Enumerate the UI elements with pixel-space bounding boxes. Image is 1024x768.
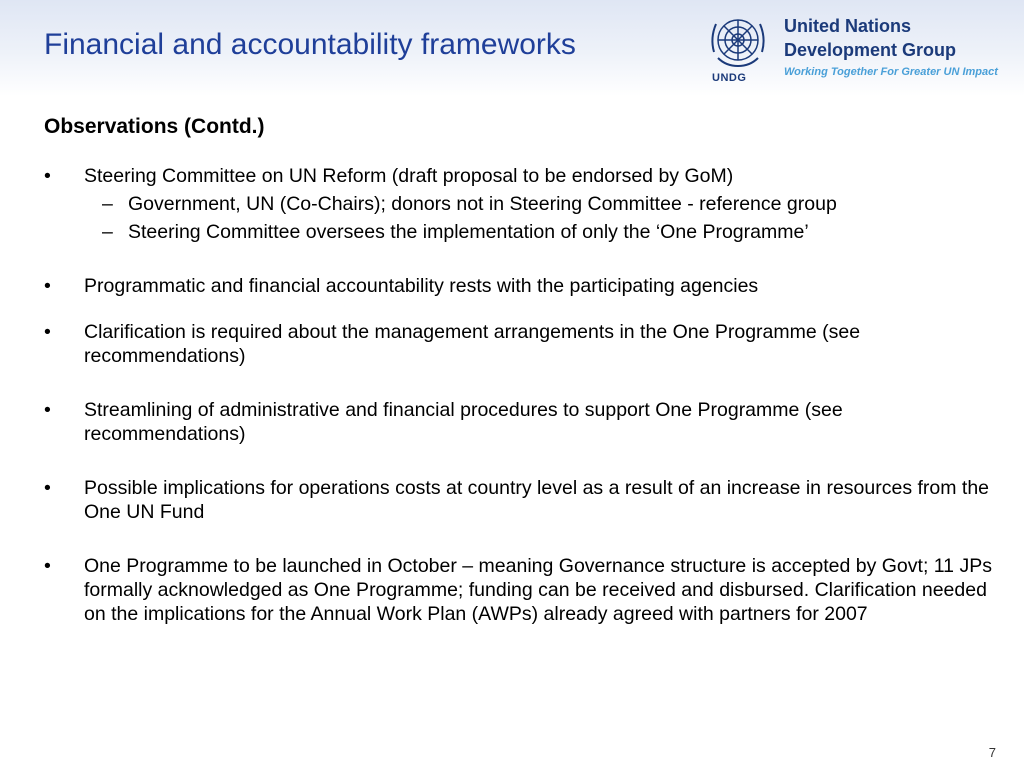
org-name-line2: Development Group	[784, 40, 957, 60]
bullet-text: Streamlining of administrative and financial procedures to support One Programme (see recommendations)	[84, 399, 843, 445]
bullet-item	[44, 476, 1004, 524]
sub-bullet-item	[44, 192, 1004, 216]
bullet-dot: •	[44, 399, 51, 421]
bullet-text: Possible implications for operations costs at country level as a result of an increase in resources from the One UN Fund	[84, 477, 990, 523]
sub-bullet-item	[44, 220, 1004, 244]
bullet-item	[44, 274, 1004, 298]
sub-bullet-dash: –	[102, 221, 113, 243]
bullet-dot: •	[44, 555, 51, 577]
sub-bullet-dash: –	[102, 193, 113, 215]
bullet-dot: •	[44, 477, 51, 499]
bullet-list	[44, 164, 1004, 626]
bullet-text: Clarification is required about the management arrangements in the One Programme (see recommendations)	[84, 321, 861, 367]
un-emblem-icon	[704, 8, 772, 76]
undg-logo	[704, 8, 1020, 92]
page-number: 7	[988, 745, 996, 760]
org-name-line1: United Nations	[784, 16, 912, 36]
bullet-item	[44, 320, 1004, 368]
sub-bullet-text: Government, UN (Co-Chairs); donors not in Steering Committee - reference group	[128, 193, 837, 215]
bullet-item	[44, 398, 1004, 446]
bullet-dot: •	[44, 321, 51, 343]
emblem-caption: UNDG	[712, 72, 747, 84]
bullet-item	[44, 164, 1004, 188]
bullet-text: Programmatic and financial accountability rests with the participating agencies	[84, 275, 759, 297]
section-subtitle: Observations (Contd.)	[44, 115, 265, 138]
bullet-dot: •	[44, 275, 51, 297]
sub-bullet-text: Steering Committee oversees the implementation of only the ‘One Programme’	[128, 221, 809, 243]
bullet-text: One Programme to be launched in October – meaning Governance structure is accepted by Govt; 11 JPs formally acknowledged as One Programme; funding can be received and disbursed. Clarification needed on the implications for the Annual Work Plan (AWPs) already agreed with partners for 2007	[84, 555, 992, 625]
bullet-dot: •	[44, 165, 51, 187]
bullet-item	[44, 554, 1004, 626]
org-tagline: Working Together For Greater UN Impact	[784, 66, 998, 78]
slide-title: Financial and accountability frameworks	[44, 28, 576, 61]
bullet-text: Steering Committee on UN Reform (draft proposal to be endorsed by GoM)	[84, 165, 734, 187]
